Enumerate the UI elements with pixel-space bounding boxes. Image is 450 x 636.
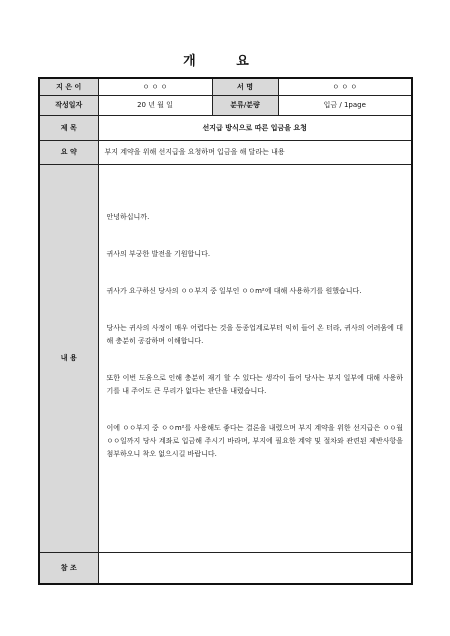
reference-row [39, 552, 412, 584]
reference-value [98, 552, 412, 584]
summary-label: 요 약 [39, 140, 98, 164]
subject-label: 제 목 [39, 115, 98, 140]
signature-value: ㅇ ㅇ ㅇ [278, 78, 412, 95]
author-value: ㅇ ㅇ ㅇ [98, 78, 212, 95]
content-label: 내 용 [39, 164, 98, 552]
date-value: 20 년 월 일 [98, 95, 212, 115]
category-value: 입금 / 1page [278, 95, 412, 115]
content-paragraph: 귀사가 요구하신 당사의 ㅇㅇ부지 중 일부인 ㅇㅇm²에 대해 사용하기를 원했습니다. [106, 286, 362, 295]
author-row [39, 78, 412, 95]
content-row [39, 164, 412, 552]
content-body [98, 164, 412, 552]
summary-row [39, 140, 412, 164]
content-paragraph: 귀사의 부궁한 발전을 기원합니다. [106, 249, 211, 258]
summary-form-table [38, 77, 413, 585]
document-title: 개 요 [183, 54, 267, 69]
date-label: 작성일자 [39, 95, 98, 115]
content-paragraph: 안녕하십니까. [106, 212, 150, 221]
content-paragraph: 당사는 귀사의 사정이 매우 어렵다는 것을 동종업계로부터 익히 들어 온 터라, 귀사의 어려움에 대해 충분히 공감하며 이해합니다. [106, 323, 403, 345]
author-label: 지 은 이 [39, 78, 98, 95]
content-paragraph: 이에 ㅇㅇ부지 중 ㅇㅇm²를 사용해도 좋다는 결론을 내렸으며 부지 계약을 위한 선지급은 ㅇㅇ월 ㅇㅇ일까지 당사 계좌로 입금해 주시기 바라며, 부지에 필요한 계약 및 절차와 관련된 제반사항을 첨부하오니 착오 없으시길 바랍니다. [106, 423, 403, 458]
subject-value: 선지급 방식으로 따른 입금을 요청 [98, 115, 412, 140]
signature-label: 서 명 [212, 78, 278, 95]
reference-label: 참 조 [39, 552, 98, 584]
category-label: 분류/분량 [212, 95, 278, 115]
summary-value: 부지 계약을 위해 선지급을 요청하며 입금을 해 달라는 내용 [98, 140, 412, 164]
date-row [39, 95, 412, 115]
content-paragraph: 또한 이번 도움으로 인해 충분히 재기 할 수 있다는 생각이 들어 당사는 부지 일부에 대해 사용하기를 내 주어도 큰 무리가 없다는 판단을 내렸습니다. [106, 373, 403, 395]
subject-row [39, 115, 412, 140]
